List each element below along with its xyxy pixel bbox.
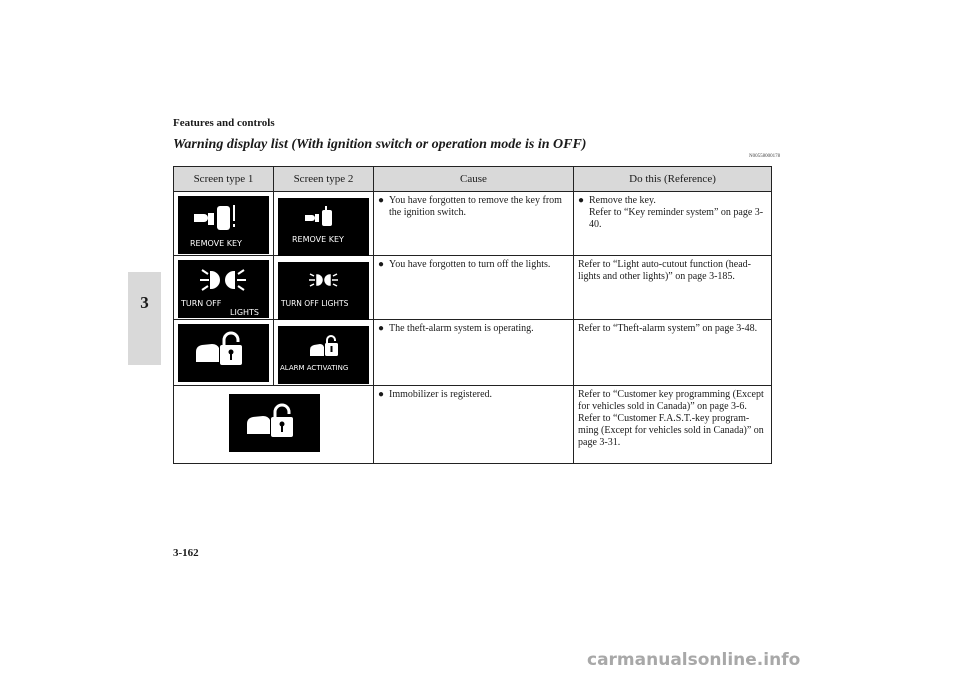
screen-type-2-cell (274, 192, 374, 256)
action-reference-link[interactable]: Refer to “Theft-alarm system” on page 3-48. (578, 323, 758, 334)
turn-off-lights-screen-2 (278, 262, 369, 320)
action-reference-link[interactable]: Refer to “Light auto-cutout function (head-lights and other lights)” on page 3-185. (578, 259, 751, 282)
car-padlock-icon (278, 326, 369, 384)
remove-key-screen-1 (178, 196, 269, 254)
page-title: Warning display list (With ignition switch or operation mode is in OFF) (173, 137, 587, 152)
cause-cell (374, 256, 574, 320)
bullet-icon: ● (378, 195, 385, 206)
header-cause: Cause (374, 167, 574, 192)
header-screen-type-1: Screen type 1 (174, 167, 274, 192)
action-cell (574, 386, 772, 464)
screen-1-label-line2: LIGHTS (230, 308, 259, 317)
table-row (174, 192, 772, 256)
page-number: 3-162 (173, 547, 199, 559)
cause-text: You have forgotten to remove the key from the ignition switch. (389, 195, 562, 218)
action-bullet-text: Remove the key. (589, 195, 656, 206)
bullet-icon: ● (378, 389, 385, 400)
car-padlock-icon (229, 394, 320, 452)
cause-text: The theft-alarm system is operating. (389, 323, 534, 334)
screen-1-label-line1: TURN OFF (181, 299, 222, 308)
cause-cell (374, 386, 574, 464)
action-reference-link[interactable]: Refer to “Key reminder system” on page 3-40. (589, 207, 764, 230)
screen-type-1-cell (174, 192, 274, 256)
theft-alarm-screen-2 (278, 326, 369, 384)
remove-key-screen-2 (278, 198, 369, 256)
action-cell (574, 320, 772, 386)
immobilizer-screen (229, 394, 320, 452)
cause-cell (374, 192, 574, 256)
header-do-this: Do this (Reference) (574, 167, 772, 192)
cause-text: You have forgotten to turn off the lights. (389, 259, 551, 270)
header-screen-type-2: Screen type 2 (274, 167, 374, 192)
table-row (174, 386, 772, 464)
section-number: 3 (140, 293, 149, 312)
bullet-icon: ● (378, 323, 385, 334)
screen-2-label: ALARM ACTIVATING (280, 364, 349, 372)
table-header-row (174, 167, 772, 192)
section-tab (128, 272, 161, 365)
screen-type-2-cell (274, 256, 374, 320)
theft-alarm-screen-1 (178, 324, 269, 382)
table-row (174, 320, 772, 386)
car-padlock-icon (178, 324, 269, 382)
screen-1-label: REMOVE KEY (190, 239, 242, 248)
action-cell (574, 256, 772, 320)
action-cell (574, 192, 772, 256)
document-code: N00558000178 (749, 154, 781, 159)
screen-type-1-cell (174, 320, 274, 386)
screen-2-label: TURN OFF LIGHTS (281, 299, 349, 308)
cause-text: Immobilizer is registered. (389, 389, 493, 400)
action-reference-link[interactable]: Refer to “Customer key programming (Except for vehicles sold in Canada)” on page 3-6. Refer to “Customer F.A.S.T.-key program-ming (Except for vehicles sold in Canada)” on page 3-31. (578, 389, 764, 448)
turn-off-lights-screen-1 (178, 260, 269, 318)
lights-icon (278, 262, 369, 320)
key-warning-icon (278, 198, 369, 256)
screen-type-1-cell (174, 256, 274, 320)
table-row (174, 256, 772, 320)
bullet-icon: ● (578, 195, 585, 206)
bullet-icon: ● (378, 259, 385, 270)
section-title: Features and controls (173, 117, 275, 129)
cause-cell (374, 320, 574, 386)
screen-type-2-cell (274, 320, 374, 386)
screen-2-label: REMOVE KEY (292, 235, 344, 244)
watermark: carmanualsonline.info (587, 650, 801, 670)
screen-merged-cell (174, 386, 374, 464)
warning-display-table (173, 166, 772, 464)
